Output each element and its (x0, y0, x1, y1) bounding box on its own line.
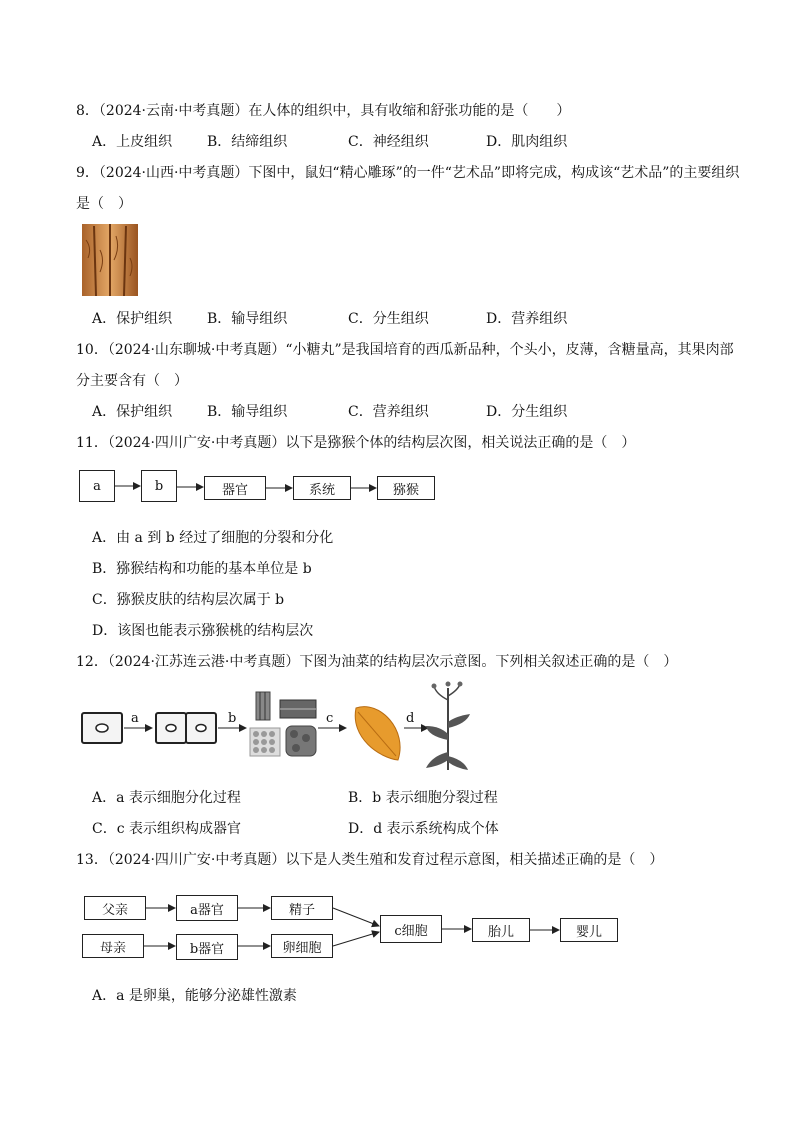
q13-box-organ-a: a器官 (176, 895, 238, 921)
q10-option-a[interactable]: A．保护组织 (92, 404, 173, 420)
q8-stem: 8．（2024·云南·中考真题）在人体的组织中，具有收缩和舒张功能的是（ ） (76, 103, 571, 119)
q10-stem-line1: 10．（2024·山东聊城·中考真题）“小糖丸”是我国培育的西瓜新品种，个头小，皮薄，含糖量高，其果肉部 (76, 342, 734, 358)
q13-box-father: 父亲 (84, 896, 146, 920)
q12-arrow-label-d: d (406, 711, 415, 726)
q13-box-fetus: 胎儿 (472, 918, 530, 942)
q9-option-c[interactable]: C．分生组织 (348, 311, 429, 327)
q13-box-infant: 婴儿 (560, 918, 618, 942)
q9-stem-line1: 9．（2024·山西·中考真题）下图中，鼠妇“精心雕琢”的一件“艺术品”即将完成，构成该“艺术品”的主要组织 (76, 165, 740, 181)
q12-option-b[interactable]: B．b 表示细胞分裂过程 (348, 790, 498, 806)
q8-option-d[interactable]: D．肌肉组织 (486, 134, 568, 150)
q12-tissues-icon (250, 692, 316, 756)
q12-arrow-label-c: c (326, 711, 334, 726)
q13-option-a[interactable]: A．a 是卵巢，能够分泌雄性激素 (92, 988, 297, 1004)
q9-option-a[interactable]: A．保护组织 (92, 311, 173, 327)
q10-option-d[interactable]: D．分生组织 (486, 404, 568, 420)
q12-option-d[interactable]: D．d 表示系统构成个体 (348, 821, 499, 837)
q8-option-b[interactable]: B．结缔组织 (207, 134, 288, 150)
q9-option-d[interactable]: D．营养组织 (486, 311, 568, 327)
q12-single-cell-icon (82, 713, 122, 743)
q11-box-b: b (141, 470, 177, 502)
q11-box-system: 系统 (293, 476, 351, 500)
q11-box-monkey: 猕猴 (377, 476, 435, 500)
q12-plant-icon (426, 682, 470, 771)
q10-option-b[interactable]: B．输导组织 (207, 404, 288, 420)
q12-option-a[interactable]: A．a 表示细胞分化过程 (92, 790, 241, 806)
q13-box-cell-c: c细胞 (380, 915, 442, 943)
q13-box-egg: 卵细胞 (271, 934, 333, 958)
q11-stem: 11．（2024·四川广安·中考真题）以下是猕猴个体的结构层次图，相关说法正确的是（ ） (76, 435, 636, 451)
q11-box-a: a (79, 470, 115, 502)
q11-box-organ: 器官 (204, 476, 266, 500)
q11-option-c[interactable]: C．猕猴皮肤的结构层次属于 b (92, 592, 285, 608)
q13-box-sperm: 精子 (271, 896, 333, 920)
q10-stem-line2: 分主要含有（ ） (76, 373, 188, 389)
q8-option-c[interactable]: C．神经组织 (348, 134, 429, 150)
q13-stem: 13．（2024·四川广安·中考真题）以下是人类生殖和发育过程示意图，相关描述正确的是（ ） (76, 852, 664, 868)
q9-stem-line2: 是（ ） (76, 196, 132, 212)
q8-option-a[interactable]: A．上皮组织 (92, 134, 173, 150)
q12-stem: 12．（2024·江苏连云港·中考真题）下图为油菜的结构层次示意图。下列相关叙述正确的是（ ） (76, 654, 678, 670)
q13-box-mother: 母亲 (82, 934, 144, 958)
q11-option-a[interactable]: A．由 a 到 b 经过了细胞的分裂和分化 (92, 530, 334, 546)
q12-two-cells-icon (156, 713, 216, 743)
q13-box-organ-b: b器官 (176, 934, 238, 960)
q11-option-b[interactable]: B．猕猴结构和功能的基本单位是 b (92, 561, 312, 577)
q12-arrow-label-a: a (131, 711, 139, 726)
q12-arrow-label-b: b (228, 711, 237, 726)
q11-option-d[interactable]: D．该图也能表示猕猴桃的结构层次 (92, 623, 314, 639)
q12-option-c[interactable]: C．c 表示组织构成器官 (92, 821, 242, 837)
q9-option-b[interactable]: B．输导组织 (207, 311, 288, 327)
q10-option-c[interactable]: C．营养组织 (348, 404, 429, 420)
q12-leaf-icon (355, 707, 400, 760)
